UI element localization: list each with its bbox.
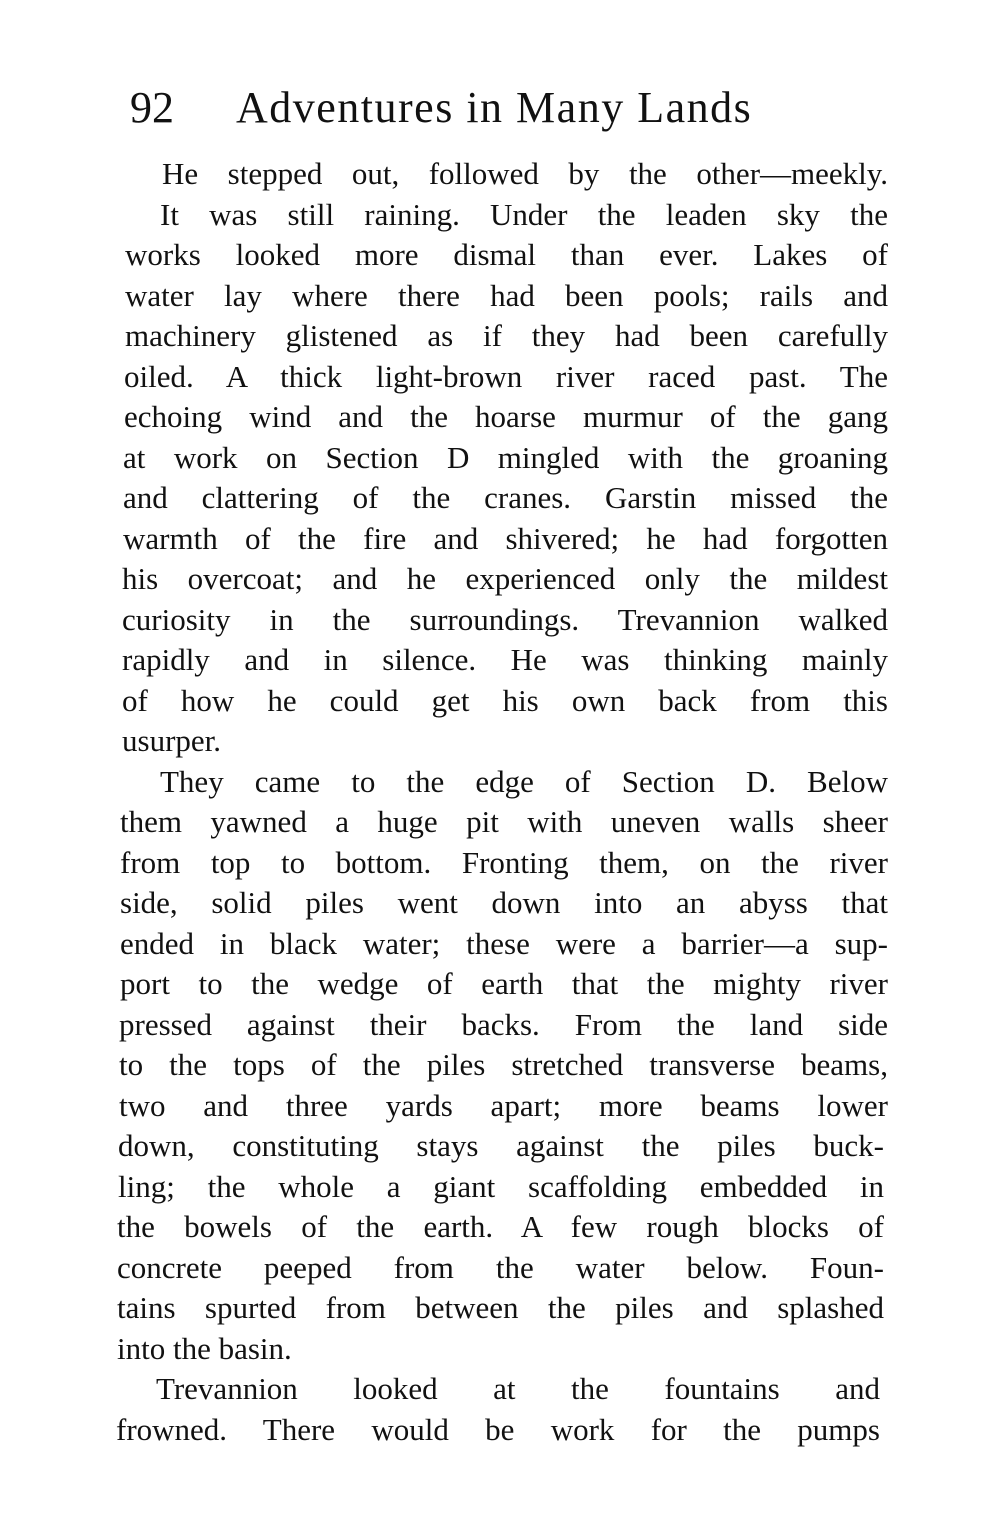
text-line: They came to the edge of Section D. Below — [160, 763, 888, 799]
text-line: down, constituting stays against the piles buck- — [118, 1128, 884, 1163]
text-line: usurper. — [122, 723, 222, 758]
text-line: pressed against their backs. From the land side — [119, 1006, 888, 1042]
text-line: from top to bottom. Fronting them, on the river — [120, 844, 888, 880]
text-line: warmth of the fire and shivered; he had forgotten — [123, 520, 888, 556]
text-line: curiosity in the surroundings. Trevannion walked — [122, 601, 888, 637]
text-line: his overcoat; and he experienced only the mildest — [122, 561, 888, 596]
text-line: machinery glistened as if they had been carefully — [125, 318, 888, 353]
text-line: two and three yards apart; more beams lower — [119, 1087, 888, 1123]
text-line: water lay where there had been pools; rails and — [125, 277, 888, 313]
text-line: echoing wind and the hoarse murmur of the gang — [124, 399, 888, 434]
text-line: them yawned a huge pit with uneven walls sheer — [120, 804, 888, 839]
text-line: oiled. A thick light-brown river raced past. The — [124, 358, 888, 394]
text-line: ling; the whole a giant scaffolding embedded in — [118, 1168, 884, 1204]
text-line: concrete peeped from the water below. Foun- — [117, 1249, 884, 1285]
text-line: the bowels of the earth. A few rough blocks of — [117, 1209, 884, 1244]
text-line: into the basin. — [117, 1330, 292, 1366]
text-line: and clattering of the cranes. Garstin missed the — [123, 480, 888, 515]
text-line: port to the wedge of earth that the mighty river — [120, 966, 888, 1001]
running-title: Adventures in Many Lands — [236, 83, 753, 132]
text-line: rapidly and in silence. He was thinking mainly — [122, 642, 888, 677]
text-line: frowned. There would be work for the pumps — [116, 1411, 880, 1447]
page-number: 92 — [130, 83, 174, 132]
text-line: of how he could get his own back from this — [122, 682, 888, 718]
running-header — [130, 78, 870, 138]
text-line: works looked more dismal than ever. Lakes of — [125, 237, 888, 272]
text-line: ended in black water; these were a barrier—a sup- — [120, 925, 888, 961]
text-line: to the tops of the piles stretched transverse beams, — [119, 1047, 888, 1082]
text-line: tains spurted from between the piles and splashed — [117, 1290, 884, 1325]
text-line: at work on Section D mingled with the groaning — [123, 439, 888, 475]
text-line: side, solid piles went down into an abyss that — [120, 885, 888, 920]
text-line: He stepped out, followed by the other—meekly. — [162, 156, 888, 191]
text-line: It was still raining. Under the leaden sky the — [160, 196, 888, 232]
text-line: Trevannion looked at the fountains and — [156, 1371, 880, 1406]
